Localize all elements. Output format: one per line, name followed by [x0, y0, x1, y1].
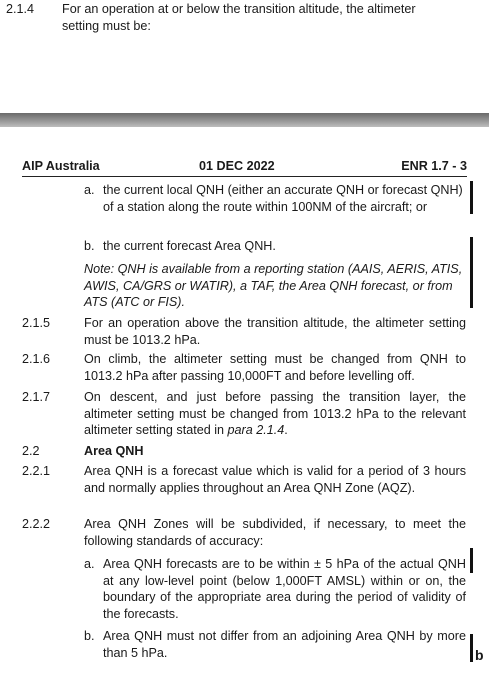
- section-text-2-2-1: Area QNH is a forecast value which is valid for a period of 3 hours and normally applies throughout an Area QNH Zone (AQZ).: [84, 464, 466, 495]
- accuracy-item-b-label: b.: [84, 629, 95, 643]
- accuracy-item-a: [84, 556, 466, 622]
- accuracy-item-b-text: Area QNH must not differ from an adjoining Area QNH by more than 5 hPa.: [103, 629, 466, 660]
- section-number-2-1-4: 2.1.4: [6, 2, 35, 16]
- header-page-ref: ENR 1.7 - 3: [401, 159, 467, 173]
- list-item-a-label: a.: [84, 183, 95, 197]
- para-reference-link: para 2.1.4: [227, 423, 285, 438]
- section-text-2-1-6: On climb, the altimeter setting must be changed from QNH to 1013.2 hPa after passing 10,000FT and before levelling off.: [84, 352, 466, 383]
- header-publication: AIP Australia: [22, 159, 100, 173]
- list-item-b-text: the current forecast Area QNH.: [103, 239, 276, 253]
- list-item-a: [84, 182, 466, 215]
- section-number-2-1-6: 2.1.6: [22, 352, 51, 366]
- list-item-a-text: the current local QNH (either an accurate QNH or forecast QNH) of a station along the route within 100NM of the aircraft; or: [103, 183, 463, 214]
- section-number-2-2: 2.2: [22, 444, 40, 458]
- change-bar: [470, 181, 473, 214]
- change-bar: [470, 634, 473, 662]
- header-rule: [22, 176, 467, 177]
- list-item-b: [84, 238, 466, 255]
- accuracy-item-a-text: Area QNH forecasts are to be within ± 5 hPa of the actual QNH at any low-level point (below 1,000FT AMSL) within or on, the boundary of the appropriate area during the period of validity of the forecasts.: [103, 557, 466, 621]
- section-text-2-1-7-end: .: [284, 423, 288, 438]
- section-number-2-2-1: 2.2.1: [22, 464, 51, 478]
- section-number-2-2-2: 2.2.2: [22, 517, 51, 531]
- section-text-2-2-2: Area QNH Zones will be subdivided, if necessary, to meet the following standards of accuracy:: [84, 517, 466, 548]
- section-text-2-1-7-main: On descent, and just before passing the transition layer, the altimeter setting must be changed from 1013.2 hPa to the relevant altimeter setting stated in: [84, 390, 466, 438]
- section-number-2-1-7: 2.1.7: [22, 390, 51, 404]
- section-text-2-1-7: [84, 389, 466, 439]
- change-bar: [470, 548, 473, 573]
- note-text: Note: QNH is available from a reporting station (AAIS, AERIS, ATIS, AWIS, CA/GRS or WATIR), a TAF, the Area QNH forecast, or from ATS (ATC or FIS).: [84, 262, 463, 310]
- section-text-2-1-5: For an operation above the transition altitude, the altimeter setting must be 1013.2 hPa.: [84, 316, 466, 347]
- section-text-2-1-4: For an operation at or below the transition altitude, the altimeter setting must be:: [62, 2, 416, 33]
- page-break-bar: [0, 113, 489, 127]
- header-date: 01 DEC 2022: [199, 159, 275, 173]
- section-number-2-1-5: 2.1.5: [22, 316, 51, 330]
- section-heading-area-qnh: Area QNH: [84, 444, 144, 458]
- list-item-b-label: b.: [84, 239, 95, 253]
- accuracy-item-b: [84, 628, 466, 661]
- accuracy-item-a-label: a.: [84, 557, 95, 571]
- change-bar: [470, 237, 473, 308]
- amendment-mark: b: [475, 647, 484, 663]
